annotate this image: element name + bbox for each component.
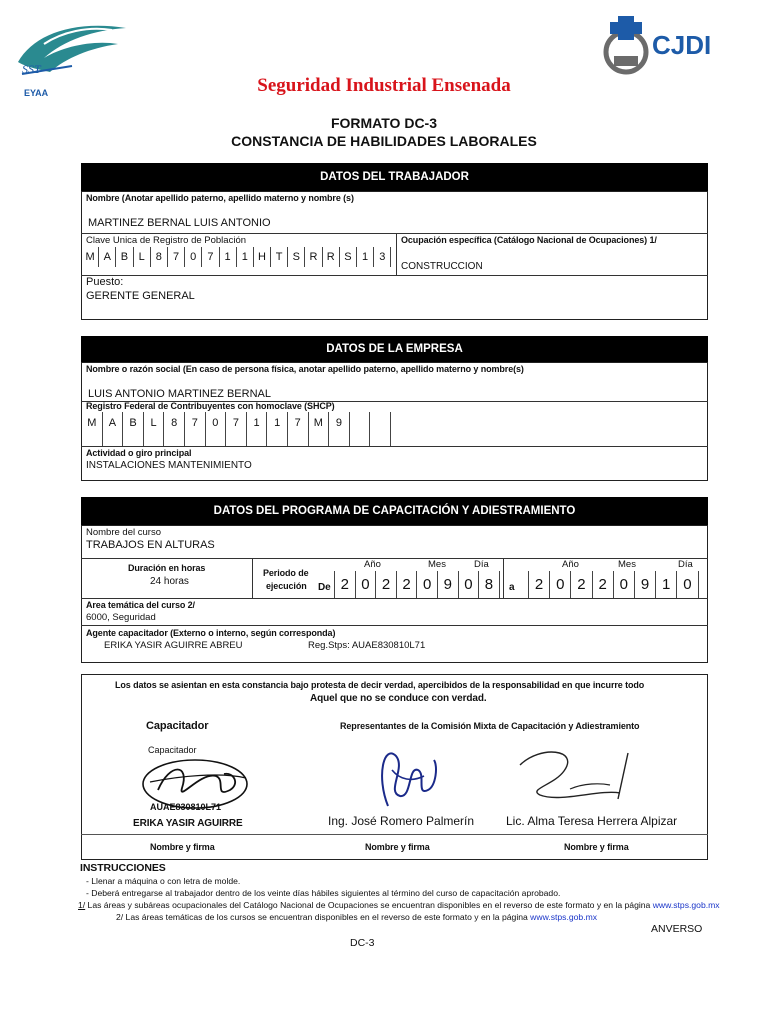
curp-char-cell: 7 (168, 247, 185, 267)
curp-cells (82, 247, 391, 267)
curso-value: TRABAJOS EN ALTURAS (86, 539, 215, 551)
company-name: Seguridad Industrial Ensenada (257, 75, 511, 96)
rfc-char-cell: 1 (247, 412, 268, 446)
fecha-inicio-digit: 0 (417, 571, 438, 598)
logo-cjdi-text: CJDI (652, 30, 712, 60)
curp-char-cell: H (254, 247, 271, 267)
curp-char-cell: 1 (357, 247, 374, 267)
duracion-value: 24 horas (150, 576, 189, 587)
divider (81, 233, 708, 234)
razon-social-value: LUIS ANTONIO MARTINEZ BERNAL (88, 388, 271, 400)
fecha-fin-digit: 2 (529, 571, 550, 598)
rfc-char-cell: 7 (288, 412, 309, 446)
curp-char-cell: A (99, 247, 116, 267)
fecha-fin-digit: 2 (593, 571, 614, 598)
rep1-name: Ing. José Romero Palmerín (328, 814, 475, 828)
fecha-fin-digit: 0 (614, 571, 635, 598)
divider (81, 598, 708, 599)
curp-char-cell: 7 (202, 247, 219, 267)
stamp-code: AUAE830810L71 (150, 802, 222, 812)
actividad-value: INSTALACIONES MANTENIMIENTO (86, 460, 252, 471)
curp-char-cell: R (305, 247, 322, 267)
fecha-fin-digit: 2 (571, 571, 592, 598)
divider (81, 275, 708, 276)
capacitador-signature (130, 742, 260, 822)
curso-label: Nombre del curso (86, 527, 161, 538)
instruccion-1: - Llenar a máquina o con letra de molde. (86, 876, 241, 886)
fecha-fin-digit: 9 (635, 571, 656, 598)
section-programa-header: DATOS DEL PROGRAMA DE CAPACITACIÓN Y ADIESTRAMIENTO (81, 497, 708, 525)
curp-char-cell: 1 (237, 247, 254, 267)
puesto-label: Puesto: (86, 276, 124, 288)
curp-char-cell: L (134, 247, 151, 267)
rfc-cells (82, 412, 391, 446)
rfc-char-cell: 0 (206, 412, 227, 446)
instruccion-2: - Deberá entregarse al trabajador dentro de los veinte días hábiles siguientes al término del curso de capacitación aprobado. (86, 888, 561, 898)
periodo-label: Periodo de (263, 568, 309, 578)
divider (81, 558, 708, 559)
rfc-char-cell: M (309, 412, 330, 446)
fecha-inicio-digit: 2 (335, 571, 356, 598)
divider (81, 446, 708, 447)
rfc-char-cell (370, 412, 391, 446)
nombre-firma-2: Nombre y firma (365, 842, 430, 852)
curp-char-cell: S (340, 247, 357, 267)
divider (396, 233, 397, 275)
fecha-fin-digit: 0 (677, 571, 698, 598)
fecha-inicio-cells (334, 571, 500, 598)
stps-link-2[interactable]: www.stps.gob.mx (530, 912, 598, 922)
mes-label-inicio: Mes (428, 559, 446, 570)
capacitador-name: ERIKA YASIR AGUIRRE (133, 818, 243, 829)
curp-char-cell: R (323, 247, 340, 267)
fecha-fin-digit: 0 (550, 571, 571, 598)
registro-stps: Reg.Stps: AUAE830810L71 (308, 640, 426, 651)
curp-char-cell: 8 (151, 247, 168, 267)
curp-label: Clave Unica de Registro de Población (86, 235, 247, 246)
section-trabajador-header: DATOS DEL TRABAJADOR (81, 163, 708, 191)
curp-char-cell: M (82, 247, 99, 267)
form-title: CONSTANCIA DE HABILIDADES LABORALES (231, 133, 537, 149)
rep2-name: Lic. Alma Teresa Herrera Alpizar (506, 814, 678, 828)
nombre-value: MARTINEZ BERNAL LUIS ANTONIO (88, 217, 271, 229)
fecha-inicio-digit: 0 (459, 571, 480, 598)
curp-char-cell: 1 (220, 247, 237, 267)
razon-social-label: Nombre o razón social (En caso de persona física, anotar apellido paterno, apellido materno y nombre(s) (86, 364, 524, 374)
instruccion-3 (78, 900, 720, 910)
fecha-fin-cells (528, 571, 699, 598)
curp-char-cell: S (288, 247, 305, 267)
rfc-char-cell: L (144, 412, 165, 446)
protesta-text: Los datos se asientan en esta constancia bajo protesta de decir verdad, apercibidos de la responsabilidad en que incurre todo (115, 680, 645, 690)
rep2-signature (510, 745, 640, 807)
rfc-char-cell: 1 (267, 412, 288, 446)
fecha-inicio-digit: 2 (376, 571, 397, 598)
rfc-char-cell: B (123, 412, 144, 446)
area-tematica-label: Area temática del curso 2/ (86, 600, 195, 610)
ocupacion-value: CONSTRUCCION (401, 261, 483, 272)
instrucciones-title: INSTRUCCIONES (80, 862, 166, 874)
representantes-label: Representantes de la Comisión Mixta de Capacitación y Adiestramiento (340, 721, 640, 731)
fecha-fin-digit: 1 (656, 571, 677, 598)
divider (503, 558, 504, 598)
anverso-label: ANVERSO (651, 923, 703, 935)
curp-char-cell: 3 (374, 247, 391, 267)
fecha-inicio-digit: 0 (356, 571, 377, 598)
rfc-label: Registro Federal de Contribuyentes con homoclave (SHCP) (86, 401, 335, 411)
stamp-word: Capacitador (148, 745, 197, 755)
rep1-signature (366, 736, 446, 812)
de-label: De (318, 582, 331, 593)
anio-label-fin: Año (562, 559, 579, 570)
instruccion-4-text: 2/ Las áreas temáticas de los cursos se encuentran disponibles en el reverso de este formato y en la página (116, 912, 531, 922)
duracion-label: Duración en horas (128, 563, 206, 573)
curp-char-cell: 0 (185, 247, 202, 267)
periodo-label-2: ejecución (266, 581, 307, 591)
rfc-char-cell (350, 412, 371, 446)
rfc-char-cell: 7 (185, 412, 206, 446)
fecha-inicio-digit: 8 (479, 571, 500, 598)
fecha-inicio-digit: 2 (397, 571, 418, 598)
area-tematica-value: 6000, Seguridad (86, 612, 156, 623)
ocupacion-label: Ocupación específica (Catálogo Nacional de Ocupaciones) 1/ (401, 235, 657, 245)
divider (81, 625, 708, 626)
logo-eyaa-text: EYAA (24, 88, 49, 98)
footnote-1-marker: 1/ (78, 900, 86, 910)
mes-label-fin: Mes (618, 559, 636, 570)
divider (252, 558, 253, 598)
curp-char-cell: T (271, 247, 288, 267)
rfc-char-cell: A (103, 412, 124, 446)
rfc-char-cell: 9 (329, 412, 350, 446)
logo-sst-text: SST (22, 62, 41, 76)
actividad-label: Actividad o giro principal (86, 448, 192, 458)
capacitador-label: Capacitador (146, 720, 209, 732)
nombre-firma-1: Nombre y firma (150, 842, 215, 852)
page-code: DC-3 (350, 937, 375, 949)
a-label: a (509, 582, 515, 593)
instruccion-4 (116, 912, 597, 922)
fecha-inicio-digit: 9 (438, 571, 459, 598)
instruccion-3-text: Las áreas y subáreas ocupacionales del Catálogo Nacional de Ocupaciones se encuentran disponibles en el reverso de este formato y en la página (85, 900, 653, 910)
nombre-label: Nombre (Anotar apellido paterno, apellido materno y nombre (s) (86, 193, 354, 203)
curp-char-cell: B (116, 247, 133, 267)
dia-label-inicio: Día (474, 559, 489, 570)
section-empresa-header: DATOS DE LA EMPRESA (81, 336, 708, 362)
divider (81, 834, 708, 835)
protesta-text-2: Aquel que no se conduce con verdad. (310, 693, 487, 704)
rfc-char-cell: 7 (226, 412, 247, 446)
agente-value: ERIKA YASIR AGUIRRE ABREU (104, 640, 243, 651)
stps-link-1[interactable]: www.stps.gob.mx (652, 900, 720, 910)
rfc-char-cell: 8 (164, 412, 185, 446)
form-code: FORMATO DC-3 (330, 115, 438, 131)
nombre-firma-3: Nombre y firma (564, 842, 629, 852)
anio-label-inicio: Año (364, 559, 381, 570)
dia-label-fin: Día (678, 559, 693, 570)
agente-label: Agente capacitador (Externo o interno, según corresponda) (86, 628, 336, 638)
puesto-value: GERENTE GENERAL (86, 290, 195, 302)
rfc-char-cell: M (82, 412, 103, 446)
